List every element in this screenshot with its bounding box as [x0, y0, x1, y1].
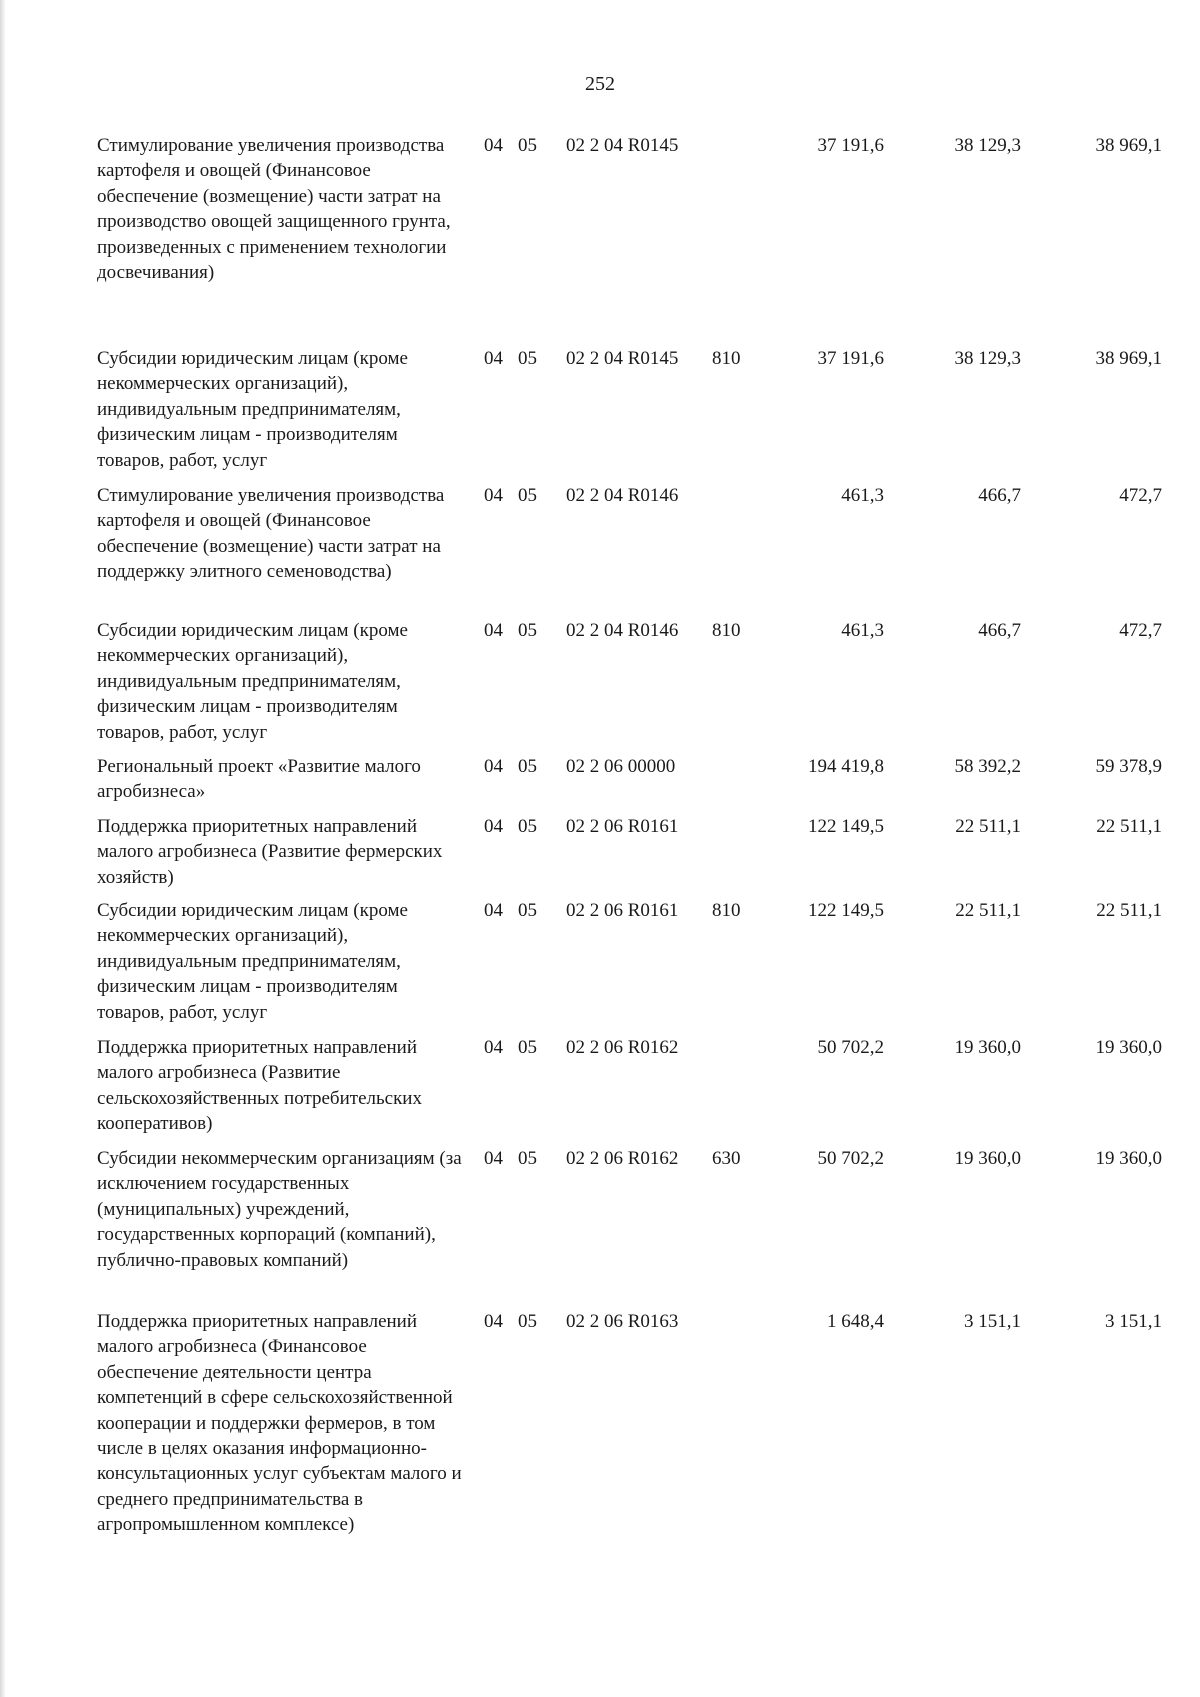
- row-amount-year-2: 38 129,3: [954, 135, 1021, 156]
- row-amount-year-3: 22 511,1: [1096, 900, 1162, 921]
- row-name: Субсидии некоммерческим организациям (за исключением государственных (муниципальных) учреждений, государственных корпораций (компаний), публично-правовых компаний): [97, 1148, 462, 1271]
- row-amount-year-3: 22 511,1: [1096, 816, 1162, 837]
- row-amount-year-1: 461,3: [841, 485, 884, 506]
- page-number: 252: [585, 73, 615, 95]
- row-subsection-code: 05: [518, 1037, 537, 1058]
- row-subsection-code: 05: [518, 1311, 537, 1332]
- row-section-code: 04: [484, 900, 503, 921]
- row-amount-year-1: 122 149,5: [808, 900, 884, 921]
- row-amount-year-3: 19 360,0: [1095, 1148, 1162, 1169]
- row-amount-year-2: 466,7: [978, 485, 1021, 506]
- row-target-article-code: 02 2 04 R0145: [566, 348, 679, 369]
- row-section-code: 04: [484, 816, 503, 837]
- row-section-code: 04: [484, 620, 503, 641]
- row-target-article-code: 02 2 06 R0163: [566, 1311, 679, 1332]
- row-name: Поддержка приоритетных направлений малого агробизнеса (Финансовое обеспечение деятельности центра компетенций в сфере сельскохозяйственной кооперации и поддержки фермеров, в том числе в целях оказания информационно-консультационных услуг субъектам малого и среднего предпринимательства в агропромышленном комплексе): [97, 1311, 462, 1536]
- row-amount-year-2: 58 392,2: [954, 756, 1021, 777]
- row-target-article-code: 02 2 04 R0145: [566, 135, 679, 156]
- row-amount-year-1: 37 191,6: [817, 135, 884, 156]
- row-amount-year-1: 37 191,6: [817, 348, 884, 369]
- row-amount-year-3: 59 378,9: [1095, 756, 1162, 777]
- row-amount-year-2: 22 511,1: [955, 816, 1021, 837]
- row-section-code: 04: [484, 348, 503, 369]
- row-amount-year-3: 38 969,1: [1095, 135, 1162, 156]
- row-expense-type-code: 810: [712, 900, 741, 921]
- row-target-article-code: 02 2 06 R0161: [566, 816, 679, 837]
- row-name: Субсидии юридическим лицам (кроме некоммерческих организаций), индивидуальным предпринимателям, физическим лицам - производителям товаров, работ, услуг: [97, 900, 408, 1023]
- row-subsection-code: 05: [518, 900, 537, 921]
- row-name: Субсидии юридическим лицам (кроме некоммерческих организаций), индивидуальным предпринимателям, физическим лицам - производителям товаров, работ, услуг: [97, 620, 408, 743]
- row-amount-year-3: 38 969,1: [1095, 348, 1162, 369]
- row-section-code: 04: [484, 135, 503, 156]
- row-name: Поддержка приоритетных направлений малого агробизнеса (Развитие сельскохозяйственных потребительских кооперативов): [97, 1037, 422, 1135]
- row-amount-year-2: 19 360,0: [954, 1148, 1021, 1169]
- row-amount-year-1: 122 149,5: [808, 816, 884, 837]
- row-amount-year-3: 3 151,1: [1105, 1311, 1162, 1332]
- row-subsection-code: 05: [518, 816, 537, 837]
- row-name: Стимулирование увеличения производства картофеля и овощей (Финансовое обеспечение (возмещение) части затрат на производство овощей защищенного грунта, произведенных с применением технологии досвечивания): [97, 135, 451, 284]
- row-amount-year-2: 3 151,1: [964, 1311, 1021, 1332]
- row-amount-year-1: 461,3: [841, 620, 884, 641]
- row-expense-type-code: 630: [712, 1148, 741, 1169]
- row-subsection-code: 05: [518, 135, 537, 156]
- row-amount-year-2: 466,7: [978, 620, 1021, 641]
- row-section-code: 04: [484, 1311, 503, 1332]
- row-section-code: 04: [484, 756, 503, 777]
- row-name: Стимулирование увеличения производства картофеля и овощей (Финансовое обеспечение (возмещение) части затрат на поддержку элитного семеноводства): [97, 485, 445, 583]
- row-section-code: 04: [484, 1037, 503, 1058]
- row-amount-year-1: 50 702,2: [817, 1148, 884, 1169]
- row-name: Субсидии юридическим лицам (кроме некоммерческих организаций), индивидуальным предпринимателям, физическим лицам - производителям товаров, работ, услуг: [97, 348, 408, 471]
- row-target-article-code: 02 2 06 00000: [566, 756, 676, 777]
- row-name: Поддержка приоритетных направлений малого агробизнеса (Развитие фермерских хозяйств): [97, 816, 443, 888]
- row-amount-year-2: 38 129,3: [954, 348, 1021, 369]
- row-amount-year-1: 194 419,8: [808, 756, 884, 777]
- row-amount-year-1: 1 648,4: [827, 1311, 884, 1332]
- row-amount-year-1: 50 702,2: [817, 1037, 884, 1058]
- row-subsection-code: 05: [518, 620, 537, 641]
- row-target-article-code: 02 2 04 R0146: [566, 620, 679, 641]
- row-expense-type-code: 810: [712, 620, 741, 641]
- row-amount-year-2: 19 360,0: [954, 1037, 1021, 1058]
- row-expense-type-code: 810: [712, 348, 741, 369]
- row-target-article-code: 02 2 06 R0161: [566, 900, 679, 921]
- row-subsection-code: 05: [518, 348, 537, 369]
- row-subsection-code: 05: [518, 756, 537, 777]
- row-section-code: 04: [484, 485, 503, 506]
- scan-edge-shadow: [0, 0, 6, 1697]
- row-target-article-code: 02 2 06 R0162: [566, 1148, 679, 1169]
- row-target-article-code: 02 2 04 R0146: [566, 485, 679, 506]
- row-section-code: 04: [484, 1148, 503, 1169]
- row-amount-year-2: 22 511,1: [955, 900, 1021, 921]
- row-subsection-code: 05: [518, 485, 537, 506]
- row-amount-year-3: 472,7: [1119, 620, 1162, 641]
- row-amount-year-3: 472,7: [1119, 485, 1162, 506]
- row-amount-year-3: 19 360,0: [1095, 1037, 1162, 1058]
- row-subsection-code: 05: [518, 1148, 537, 1169]
- row-target-article-code: 02 2 06 R0162: [566, 1037, 679, 1058]
- row-name: Региональный проект «Развитие малого агробизнеса»: [97, 756, 421, 803]
